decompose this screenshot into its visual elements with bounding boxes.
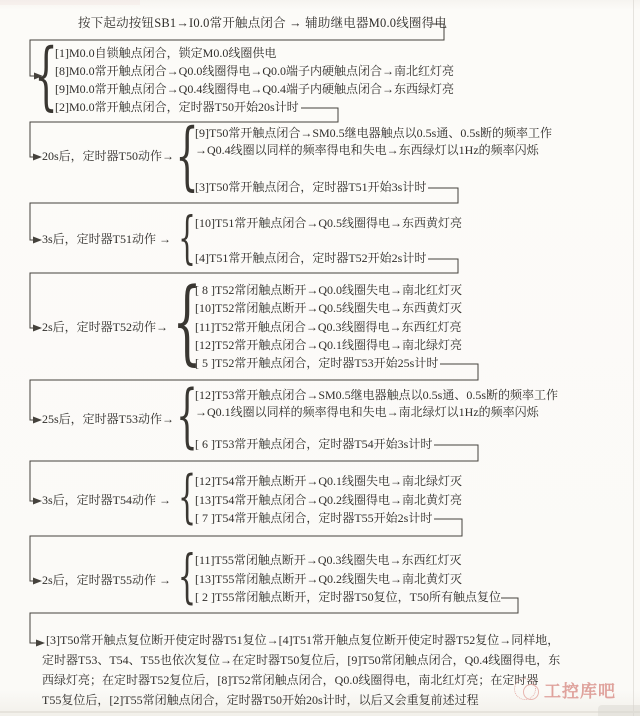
flow-step: [11]T52常开触点闭合→Q0.3线圈得电→东西红灯亮 <box>195 320 462 334</box>
brace-t50: { <box>175 112 199 199</box>
flow-step: [1]M0.0自锁触点闭合，锁定M0.0线圈供电 <box>55 46 277 60</box>
arrow-icon <box>33 498 42 505</box>
brace-t55: { <box>177 541 197 610</box>
flow-step: [10]T52常闭触点断开→Q0.5线圈失电→东西黄灯灭 <box>195 301 462 315</box>
stage-label-t54: 3s后，定时器T54动作 → <box>42 493 172 507</box>
flow-step: [12]T53常开触点闭合→SM0.5继电器触点以0.5s通、0.5s断的频率工作 <box>195 388 559 402</box>
stage-label-t55: 2s后，定时器T55动作 → <box>42 573 172 587</box>
flow-title: 按下起动按钮SB1→I0.0常开触点闭合 → 辅助继电器M0.0线圈得电 <box>78 16 448 30</box>
stage-label-t50: 20s后，定时器T50动作→ <box>42 149 175 163</box>
scan-edge-top <box>0 0 140 5</box>
flow-step: [8]M0.0常开触点闭合→Q0.0线圈得电→Q0.0端子内硬触点闭合→南北红灯亮 <box>55 64 454 78</box>
brace-t54: { <box>177 462 197 530</box>
watermark <box>513 676 616 702</box>
flow-step: [2]M0.0常开触点闭合，定时器T50开始20s计时 <box>55 100 299 114</box>
flow-step: [12]T52常开触点闭合→Q0.1线圈得电→南北绿灯亮 <box>195 338 462 352</box>
stage-label-t52: 2s后，定时器T52动作→ <box>42 320 169 334</box>
scan-edge-bottom <box>0 711 640 713</box>
footer-text-line: [3]T50常开触点复位断开使定时器T51复位→[4]T51常开触点复位断开使定时器T52复位→同样地， <box>46 633 560 647</box>
flow-step: [ 2 ]T55常闭触点断开，定时器T50复位，T50所有触点复位 <box>195 590 501 604</box>
flow-step: [13]T55常闭触点断开→Q0.2线圈失电→南北黄灯灭 <box>195 572 462 586</box>
flow-step: [11]T55常闭触点断开→Q0.3线圈失电→东西红灯灭 <box>195 553 462 567</box>
footer-text-line: 西绿灯亮；在定时器T52复位后，[8]T52常闭触点闭合，Q0.0线圈得电，南北红灯亮；在定时器 <box>42 673 539 687</box>
arrow-icon <box>33 417 42 424</box>
flow-step: [9]T50常开触点闭合→SM0.5继电器触点以0.5s通、0.5s断的频率工作 <box>195 126 553 140</box>
flow-step: [12]T54常开触点断开→Q0.1线圈失电→南北绿灯灭 <box>195 474 462 488</box>
flow-step: [ 7 ]T54常开触点闭合，定时器T55开始2s计时 <box>195 511 433 525</box>
brace-t53: { <box>176 374 198 456</box>
flow-step: →Q0.4线圈以同样的频率得电和失电→东西绿灯以1Hz的频率闪烁 <box>195 143 539 157</box>
stage-label-t51: 3s后，定时器T51动作 → <box>42 232 172 246</box>
arrow-icon <box>33 578 42 585</box>
flow-step: [ 8 ]T52常闭触点断开→Q0.0线圈失电→南北红灯灭 <box>195 283 462 297</box>
flow-step: [9]M0.0常开触点闭合→Q0.4线圈得电→Q0.4端子内硬触点闭合→东西绿灯亮 <box>55 82 454 96</box>
footer-text-line: 定时器T53、T54、T55也依次复位→在定时器T50复位后，[9]T50常闭触点闭合，Q0.4线圈得电，东 <box>42 653 561 667</box>
flow-step: [13]T54常开触点闭合→Q0.2线圈得电→南北黄灯亮 <box>195 493 462 507</box>
flow-step: [10]T51常开触点闭合→Q0.5线圈得电→东西黄灯亮 <box>195 216 462 230</box>
flow-step: [ 5 ]T52常开触点闭合，定时器T53开始25s计时 <box>195 356 439 370</box>
scan-corner-shadow <box>598 705 640 716</box>
flow-step: [4]T51常开触点闭合，定时器T52开始2s计时 <box>195 251 427 265</box>
brace-t51: { <box>178 206 196 271</box>
flow-step: [ 6 ]T53常开触点闭合，定时器T54开始3s计时 <box>195 437 433 451</box>
footer-text-line: T55复位后，[2]T55常闭触点闭合，定时器T50开始20s计时，以后又会重复前述过程 <box>42 693 479 707</box>
arrow-icon <box>33 154 42 161</box>
watermark-logo-icon <box>513 676 539 702</box>
watermark-text: 工控库吧 <box>544 681 616 701</box>
arrow-icon <box>33 325 42 332</box>
flow-step: →Q0.1线圈以同样的频率得电和失电→南北绿灯以1Hz的频率闪烁 <box>195 405 539 419</box>
arrow-icon <box>33 237 42 244</box>
brace-t52: { <box>172 268 202 376</box>
stage-label-t53: 25s后，定时器T53动作→ <box>42 412 175 426</box>
scan-edge-right <box>633 0 634 716</box>
arrow-icon <box>36 640 45 647</box>
flow-step: [3]T50常开触点闭合，定时器T51开始3s计时 <box>195 180 427 194</box>
brace-stage1: { <box>34 32 58 119</box>
